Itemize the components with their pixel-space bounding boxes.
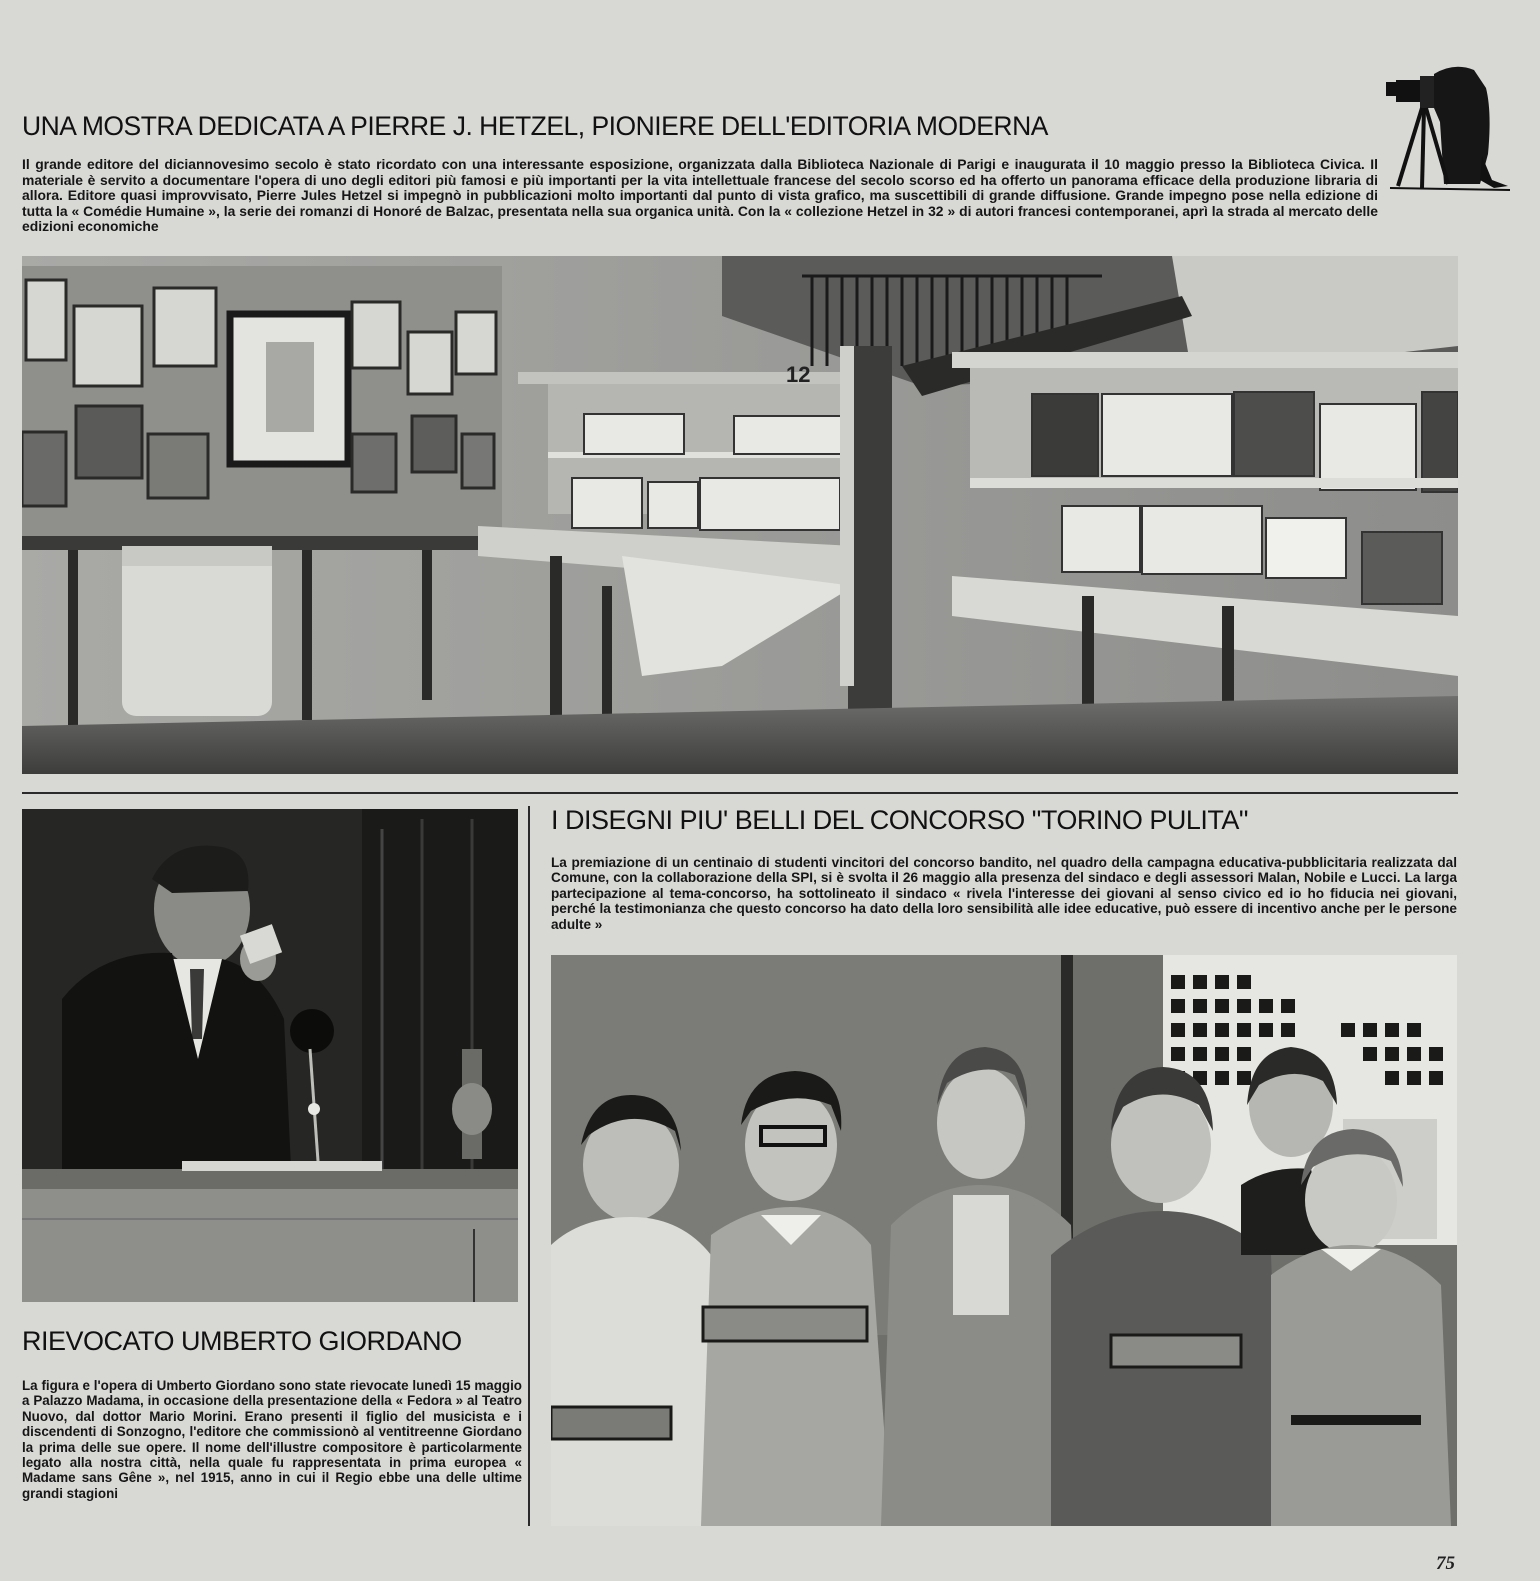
showcase-number: 12 xyxy=(786,362,811,387)
hetzel-body-wrap xyxy=(22,157,1378,241)
exhibition-photo xyxy=(22,256,1458,774)
giordano-title: RIEVOCATO UMBERTO GIORDANO xyxy=(22,1326,462,1356)
camera-photographer-icon xyxy=(1384,62,1514,194)
column-divider xyxy=(528,806,530,1526)
torino-title: I DISEGNI PIU' BELLI DEL CONCORSO "TORINO PULITA" xyxy=(551,805,1248,835)
torino-title-wrap xyxy=(551,804,1451,840)
torino-body-wrap xyxy=(551,855,1457,941)
section-divider xyxy=(22,792,1458,794)
giordano-title-wrap xyxy=(22,1325,522,1365)
hetzel-body: Il grande editore del diciannovesimo secolo è stato ricordato con una interessante esposizione, organizzata dalla Biblioteca Nazionale di Parigi e inaugurata il 10 maggio presso la Biblioteca Civica. Il materiale è servito a documentare l'opera di uno degli editori più famosi e più importanti per la vita intellettuale francese del secolo scorso ed ha offerto un panorama efficace della produzione libraria di allora. Editore quasi improvvisato, Pierre Jules Hetzel si impegnò in pubblicazioni molto importanti dal punto di vista grafico, ma suscettibili di grande diffusione. Grande impegno pose nella edizione di tutta la « Comédie Humaine », la serie dei romanzi di Honoré de Balzac, presentata nella sua organica unità. Con la « collezione Hetzel in 32 » di autori francesi contemporanei, aprì la strada al mercato delle edizioni economiche xyxy=(22,157,1378,235)
giordano-lecture-photo xyxy=(22,809,518,1302)
giordano-body: La figura e l'opera di Umberto Giordano sono state rievocate lunedì 15 maggio a Palazzo Madama, in occasione della presentazione della « Fedora » al Teatro Nuovo, dal dottor Mario Morini. Erano presenti il figlio del musicista e i discendenti di Sonzogno, l'editore che commissionò al ventitreenne Giordano la prima delle sue opere. Il nome dell'illustre compositore è particolarmente legato alla nostra città, nella quale fu rappresentata in prima europea « Madame sans Gêne », nel 1915, anno in cui il Regio ebbe una delle ultime grandi stagioni xyxy=(22,1378,522,1501)
hetzel-title: UNA MOSTRA DEDICATA A PIERRE J. HETZEL, PIONIERE DELL'EDITORIA MODERNA xyxy=(22,111,1048,141)
award-children-photo xyxy=(551,955,1457,1526)
page-number: 75 xyxy=(1436,1553,1455,1574)
torino-body: La premiazione di un centinaio di studenti vincitori del concorso bandito, nel quadro della campagna educativa-pubblicitaria realizzata dal Comune, con la collaborazione della SPI, si è svolta il 26 maggio alla presenza del sindaco e degli assessori Malan, Nobile e Lucci. La larga partecipazione al tema-concorso, ha sottolineato il sindaco « rivela l'interesse dei giovani al senso civico ed io ho fiducia nei giovani, perché la testimonianza che questo concorso ha dato della loro sensibilità alle idee educative, può essere di incentivo anche per le persone adulte » xyxy=(551,855,1457,932)
giordano-body-wrap xyxy=(22,1378,522,1528)
hetzel-title-wrap xyxy=(22,110,1142,146)
